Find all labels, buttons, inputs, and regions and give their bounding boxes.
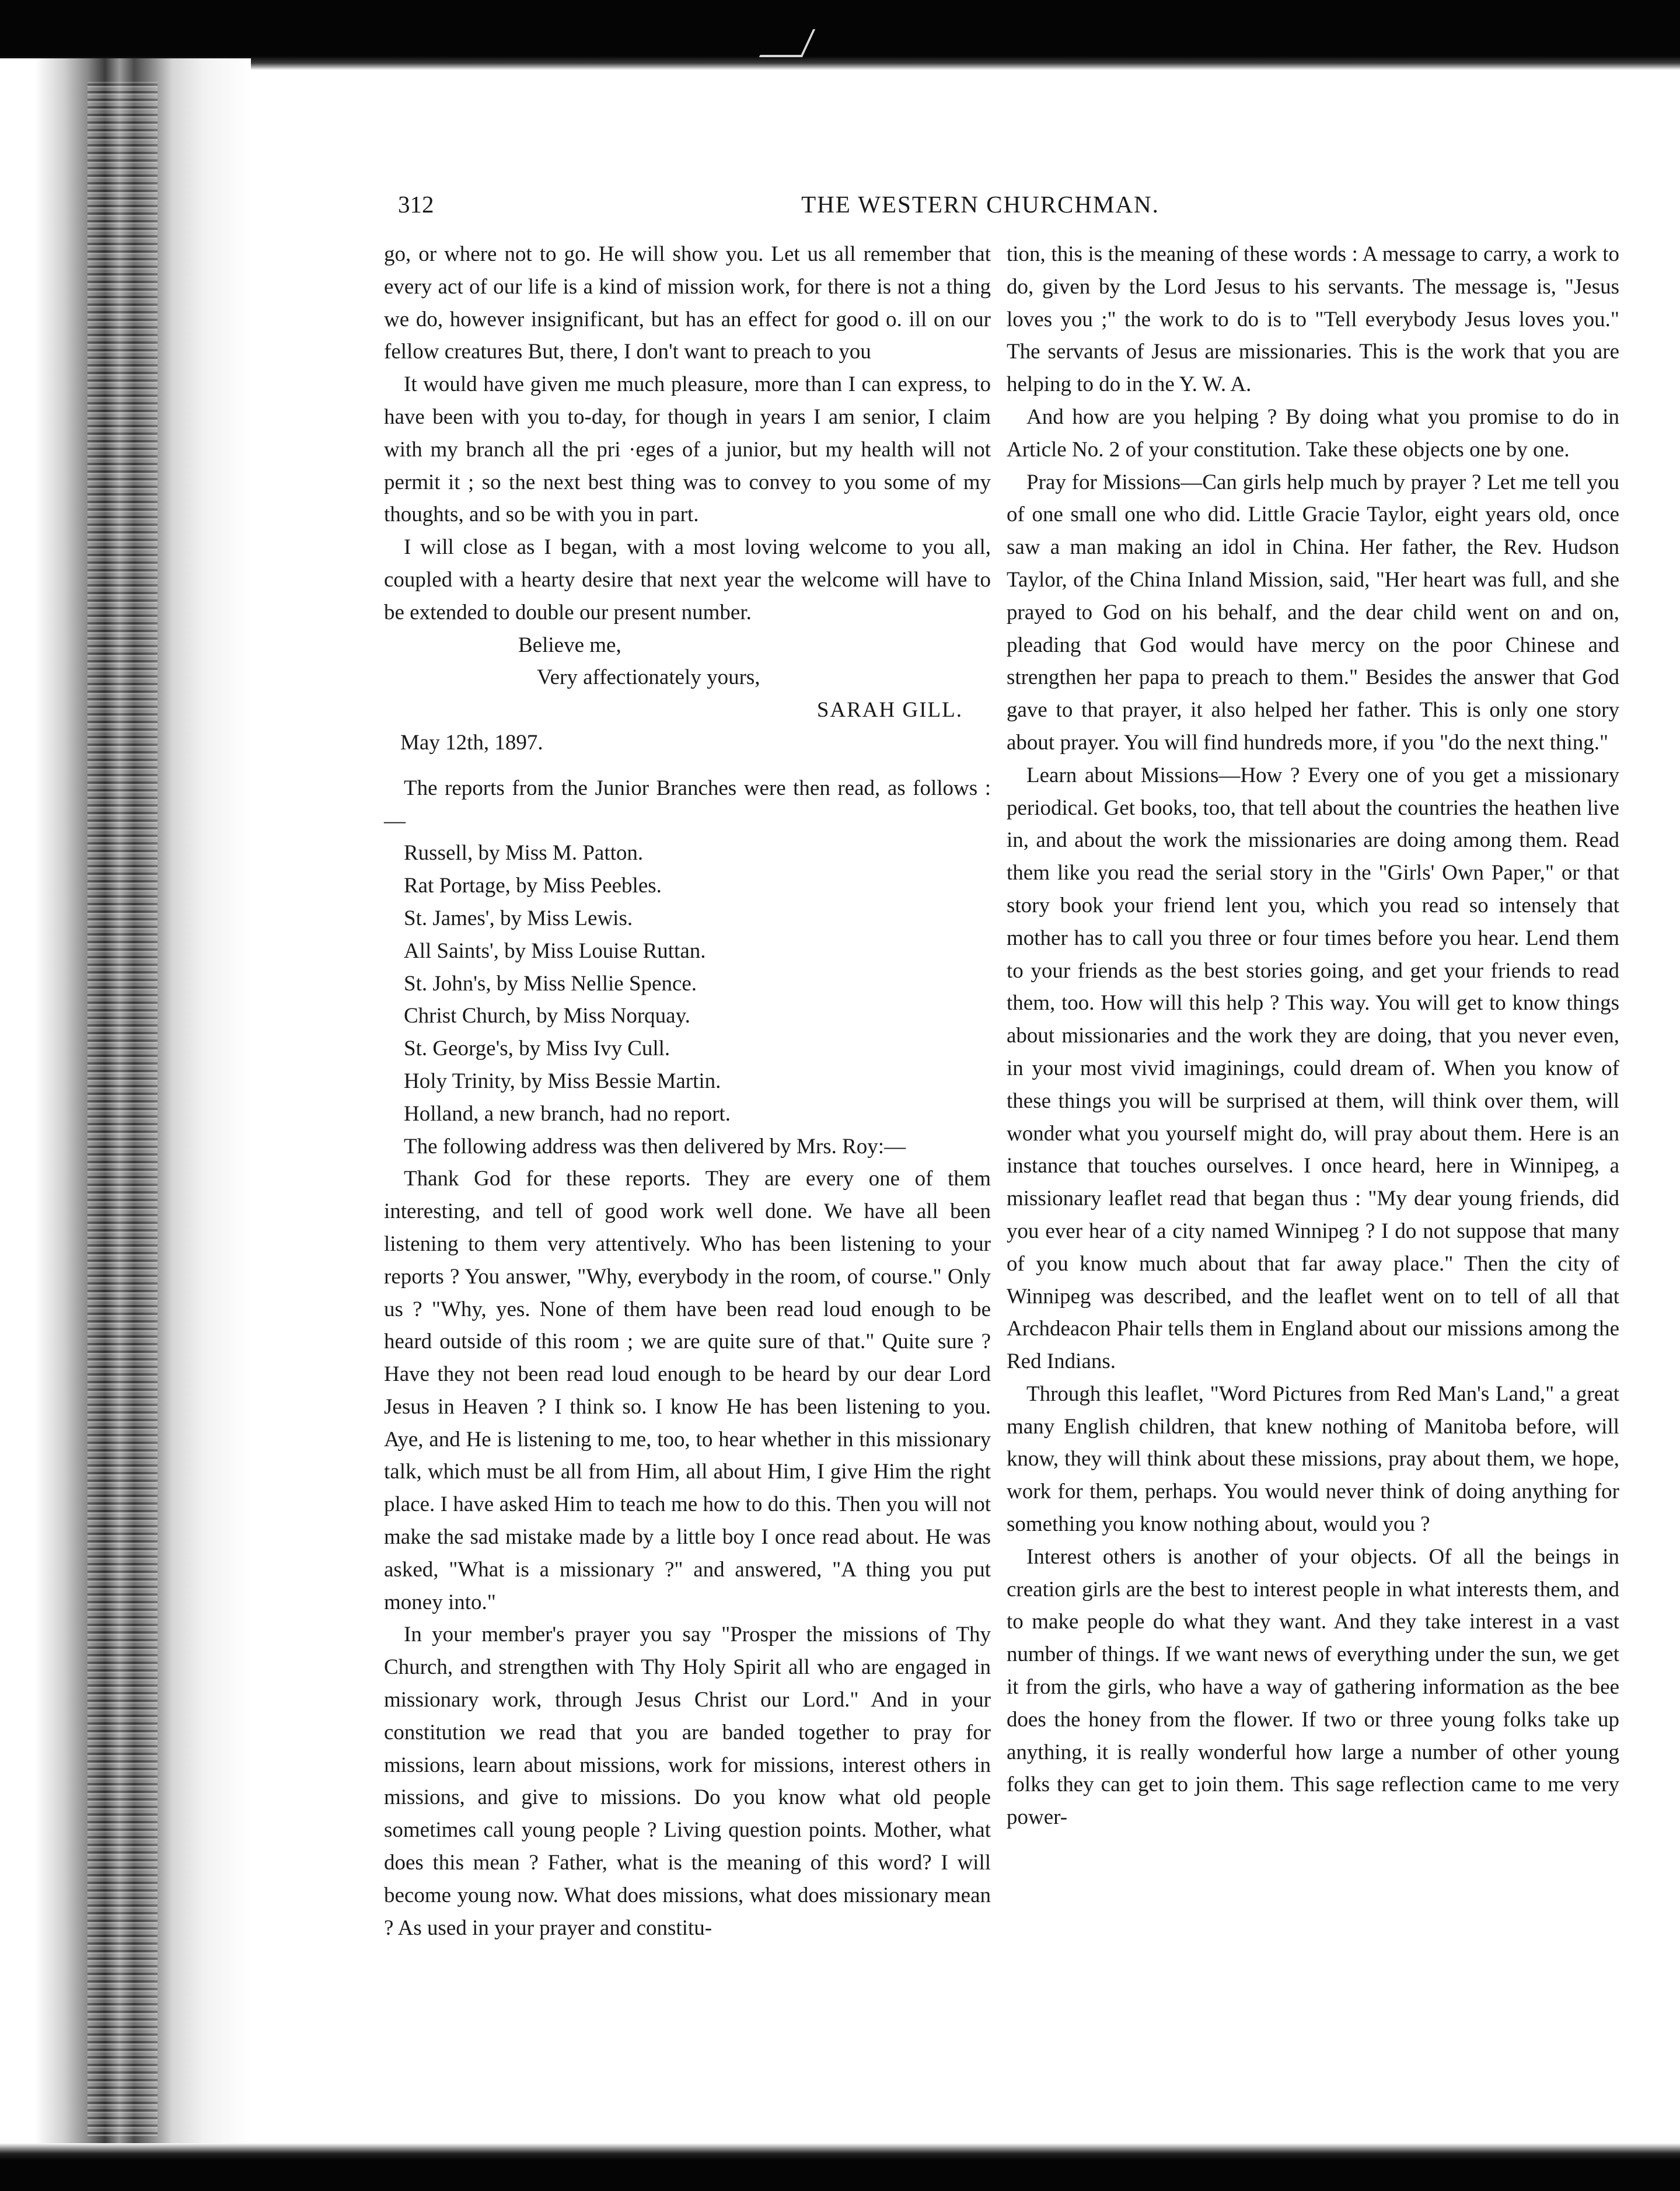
paragraph: The reports from the Junior Branches were then read, as follows :—	[384, 776, 991, 833]
scan-bottom-border	[0, 2143, 1680, 2191]
paragraph: go, or where not to go. He will show you. Let us all remember that every act of our life is a kind of mission work, for there is not a thing we do, however insignificant, but has an effect for good o. ill on our fellow creatures But, there, I don't want to preach to you	[384, 242, 991, 364]
paragraph: Interest others is another of your objects. Of all the beings in creation girls are the best to interest people in what interests them, and to make people do what they want. And they take interest in a vast number of things. If we want news of everything under the sun, we get it from the girls, who have a way of gathering information as the bee does the honey from the flower. If two or three young folks take up anything, it is really wonderful how large a number of other young folks they can get to join them. This sage reflection came to me very power-	[1007, 1544, 1619, 1830]
letter-date: May 12th, 1897.	[400, 730, 543, 755]
paragraph: Learn about Missions—How ? Every one of you get a missionary periodical. Get books, too, that tell about the countries the heathen live in, and about the work the missionaries are doing among them. Read them like you read the serial story in the "Girls' Own Paper," or that story book your friend lent you, which you read so intensely that mother has to call you three or four times before you hear. Lend them to your friends as the best stories going, and get your friends to read them, too. How will this help ? This way. You will get to know things about missionaries and the work they are doing, that you never even, in your most vivid imaginings, could dream of. When you know of these things you will be surprised at them, will think over them, will wonder what you yourself might do, will pray about them. Here is an instance that touches ourselves. I once heard, here in Winnipeg, a missionary leaflet read that began thus : "My dear young friends, did you ever hear of a city named Winnipeg ? I do not suppose that many of you know much about that far away place." Then the city of Winnipeg was described, and the leaflet went on to tell of all that Archdeacon Phair tells them in England about our missions among the Red Indians.	[1007, 763, 1619, 1374]
list-item: St. George's, by Miss Ivy Cull.	[404, 1037, 670, 1061]
list-item: All Saints', by Miss Louise Ruttan.	[404, 938, 706, 963]
paragraph: And how are you helping ? By doing what you promise to do in Article No. 2 of your constitution. Take these objects one by one.	[1007, 404, 1619, 462]
list-item: Holland, a new branch, had no report.	[404, 1101, 731, 1126]
list-item: Rat Portage, by Miss Peebles.	[404, 874, 662, 898]
right-column	[1007, 238, 1619, 1834]
binding-texture	[88, 82, 158, 2136]
closing-yours: Very affectionately yours,	[537, 665, 760, 690]
list-item: St. James', by Miss Lewis.	[404, 906, 633, 930]
list-item: St. John's, by Miss Nellie Spence.	[404, 971, 697, 996]
list-item: Russell, by Miss M. Patton.	[404, 841, 644, 866]
scan-top-border	[0, 0, 1680, 70]
letter-signature: SARAH GILL.	[816, 698, 963, 723]
page-number: 312	[398, 191, 434, 218]
closing-believe-me: Believe me,	[518, 633, 621, 657]
paragraph: The following address was then delivered by Mrs. Roy:—	[404, 1134, 906, 1159]
journal-title: THE WESTERN CHURCHMAN.	[801, 191, 1159, 218]
spacer	[384, 759, 991, 772]
list-item: Holy Trinity, by Miss Bessie Martin.	[404, 1069, 721, 1093]
running-head	[373, 186, 1587, 226]
paragraph: tion, this is the meaning of these words : A message to carry, a work to do, given by the Lord Jesus to his servants. The message is, "Jesus loves you ;" the work to do is to "Tell everybody Jesus loves you." The servants of Jesus are missionaries. This is the work that you are helping to do in the Y. W. A.	[1007, 242, 1619, 397]
list-item: Christ Church, by Miss Norquay.	[404, 1004, 690, 1028]
paragraph: I will close as I began, with a most loving welcome to you all, coupled with a hearty desire that next year the welcome will have to be extended to double our present number.	[384, 535, 991, 624]
paragraph: Pray for Missions—Can girls help much by prayer ? Let me tell you of one small one who did. Little Gracie Taylor, eight years old, once saw a man making an idol in China. Her father, the Rev. Hudson Taylor, of the China Inland Mission, said, "Her heart was full, and she prayed to God on his behalf, and the dear child went on and on, pleading that God would have mercy on the poor Chinese and strengthen her papa to preach to them." Besides the answer that God gave to that prayer, it also helped her father. This is only one story about prayer. You will find hundreds more, if you "do the next thing."	[1007, 470, 1619, 755]
reports-list	[384, 837, 991, 1130]
left-column	[384, 238, 991, 1944]
paragraph: Thank God for these reports. They are every one of them interesting, and tell of good work well done. We have all been listening to them very attentively. Who has been listening to your reports ? You answer, "Why, everybody in the room, of course." Only us ? "Why, yes. None of them have been read loud enough to be heard outside of this room ; we are quite sure of that." Quite sure ? Have they not been read loud enough to be heard by our dear Lord Jesus in Heaven ? I think so. I know He has been listening to you. Aye, and He is listening to me, too, to hear whether in this missionary talk, which must be all from Him, all about Him, I give Him the right place. I have asked Him to teach me how to do this. Then you will not make the sad mistake made by a little boy I once read about. He was asked, "What is a missionary ?" and answered, "A thing you put money into."	[384, 1167, 991, 1614]
paragraph: Through this leaflet, "Word Pictures from Red Man's Land," a great many English children, that knew nothing of Manitoba before, will know, they will think about these missions, pray about them, we hope, work for them, perhaps. You would never think of doing anything for something you know nothing about, would you ?	[1007, 1381, 1619, 1537]
paragraph: In your member's prayer you say "Prosper the missions of Thy Church, and strengthen with Thy Holy Spirit all who are engaged in missionary work, through Jesus Christ our Lord." And in your constitution we read that you are banded together to pray for missions, learn about missions, work for missions, interest others in missions, and give to missions. Do you know what old people sometimes call young people ? Living question points. Mother, what does this mean ? Father, what is the meaning of this word? I will become young now. What does missions, what does missionary mean ? As used in your prayer and constitu-	[384, 1623, 991, 1940]
paragraph: It would have given me much pleasure, more than I can express, to have been with you to-day, for though in years I am senior, I claim with my branch all the pri ·eges of a junior, but my health will not permit it ; so the next best thing was to convey to you some of my thoughts, and so be with you in part.	[384, 372, 991, 527]
